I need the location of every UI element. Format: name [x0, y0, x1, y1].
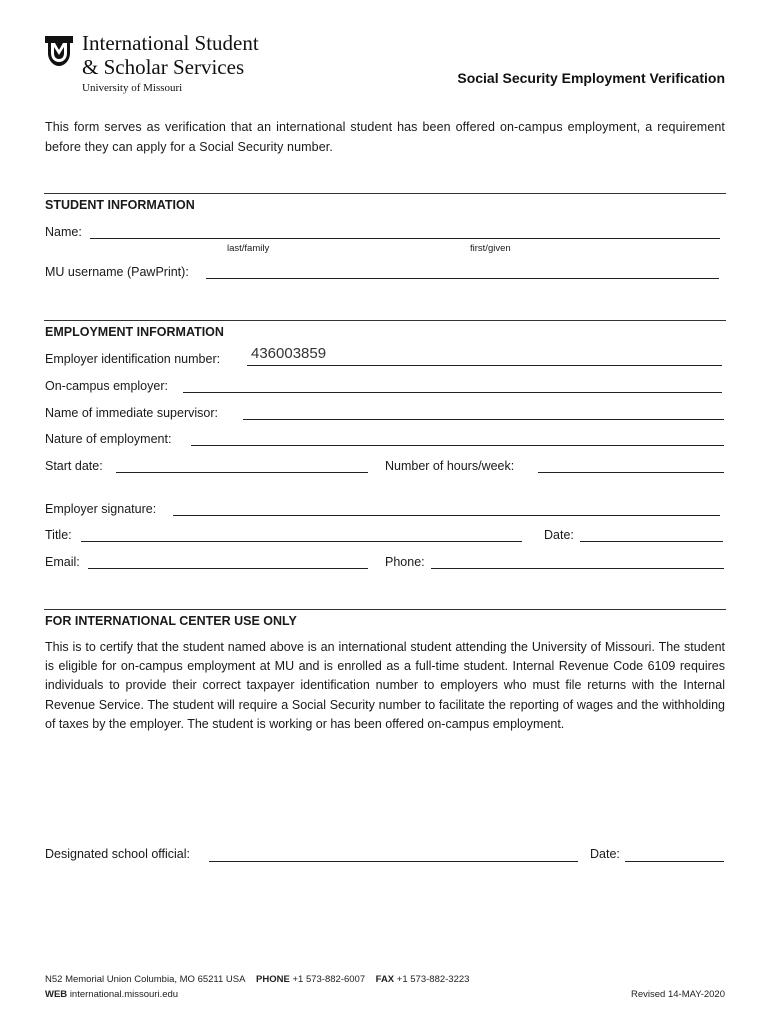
official-label: Designated school official:	[45, 847, 190, 861]
official-field[interactable]	[209, 861, 578, 862]
footer-fax: +1 573-882-3223	[396, 974, 470, 985]
date-label: Date:	[544, 528, 574, 542]
phone-field[interactable]	[431, 568, 724, 569]
phone-label: Phone:	[385, 555, 425, 569]
document-title: Social Security Employment Verification	[457, 70, 725, 86]
signature-field[interactable]	[173, 515, 720, 516]
section-divider	[44, 193, 726, 194]
date-field[interactable]	[580, 541, 723, 542]
name-field[interactable]	[90, 238, 720, 239]
ein-value: 436003859	[251, 345, 327, 362]
footer-web	[45, 989, 178, 1000]
footer-address: N52 Memorial Union Columbia, MO 65211 USA	[45, 974, 246, 985]
last-name-hint: last/family	[227, 243, 270, 254]
title-field[interactable]	[81, 541, 522, 542]
section-divider	[44, 320, 726, 321]
username-label: MU username (PawPrint):	[45, 265, 189, 279]
supervisor-field[interactable]	[243, 419, 724, 420]
employer-label: On-campus employer:	[45, 379, 168, 393]
org-name-line1: International Student	[82, 31, 259, 55]
footer-phone-label: PHONE	[256, 974, 290, 985]
hours-field[interactable]	[538, 472, 724, 473]
title-label: Title:	[45, 528, 72, 542]
email-field[interactable]	[88, 568, 368, 569]
certification-text: This is to certify that the student named above is an international student attending the University of Missouri. The student is eligible for on-campus employment at MU and is enrolled as a full-time student. Internal Revenue Code 6109 requires individuals to provide their correct taxpayer identification number to employers who must file returns with the Internal Revenue Service. The student will require a Social Security number to facilitate the reporting of wages and the withholding of taxes by the employer. The student is working or has been offered on-campus employment.	[45, 640, 725, 731]
nature-label: Nature of employment:	[45, 432, 172, 446]
mu-logo-icon	[44, 35, 74, 67]
org-university: University of Missouri	[82, 82, 183, 94]
official-date-field[interactable]	[625, 861, 724, 862]
footer-web-link[interactable]: international.missouri.edu	[69, 989, 179, 1000]
footer-web-label: WEB	[45, 989, 68, 1000]
footer-fax-label: FAX	[375, 974, 395, 985]
footer-phone: +1 573-882-6007	[292, 974, 366, 985]
revision-date: Revised 14-MAY-2020	[631, 989, 725, 1000]
name-label: Name:	[45, 225, 82, 239]
hours-label: Number of hours/week:	[385, 459, 515, 473]
student-section-heading: STUDENT INFORMATION	[45, 198, 195, 212]
first-name-hint: first/given	[470, 243, 511, 254]
org-name-line2: & Scholar Services	[82, 55, 245, 79]
employment-section-heading: EMPLOYMENT INFORMATION	[45, 325, 224, 339]
footer-contact	[45, 974, 469, 985]
nature-field[interactable]	[191, 445, 724, 446]
email-label: Email:	[45, 555, 80, 569]
ein-field[interactable]	[247, 365, 722, 366]
start-date-field[interactable]	[116, 472, 368, 473]
ein-label: Employer identification number:	[45, 352, 221, 366]
start-date-label: Start date:	[45, 459, 103, 473]
username-field[interactable]	[206, 278, 719, 279]
signature-label: Employer signature:	[45, 502, 157, 516]
intro-text: This form serves as verification that an international student has been offered on-campus employment, a requirement before they can apply for a Social Security number.	[45, 120, 725, 154]
center-section-heading: FOR INTERNATIONAL CENTER USE ONLY	[45, 614, 297, 628]
section-divider	[44, 609, 726, 610]
employer-field[interactable]	[183, 392, 722, 393]
official-date-label: Date:	[590, 847, 620, 861]
supervisor-label: Name of immediate supervisor:	[45, 406, 218, 420]
